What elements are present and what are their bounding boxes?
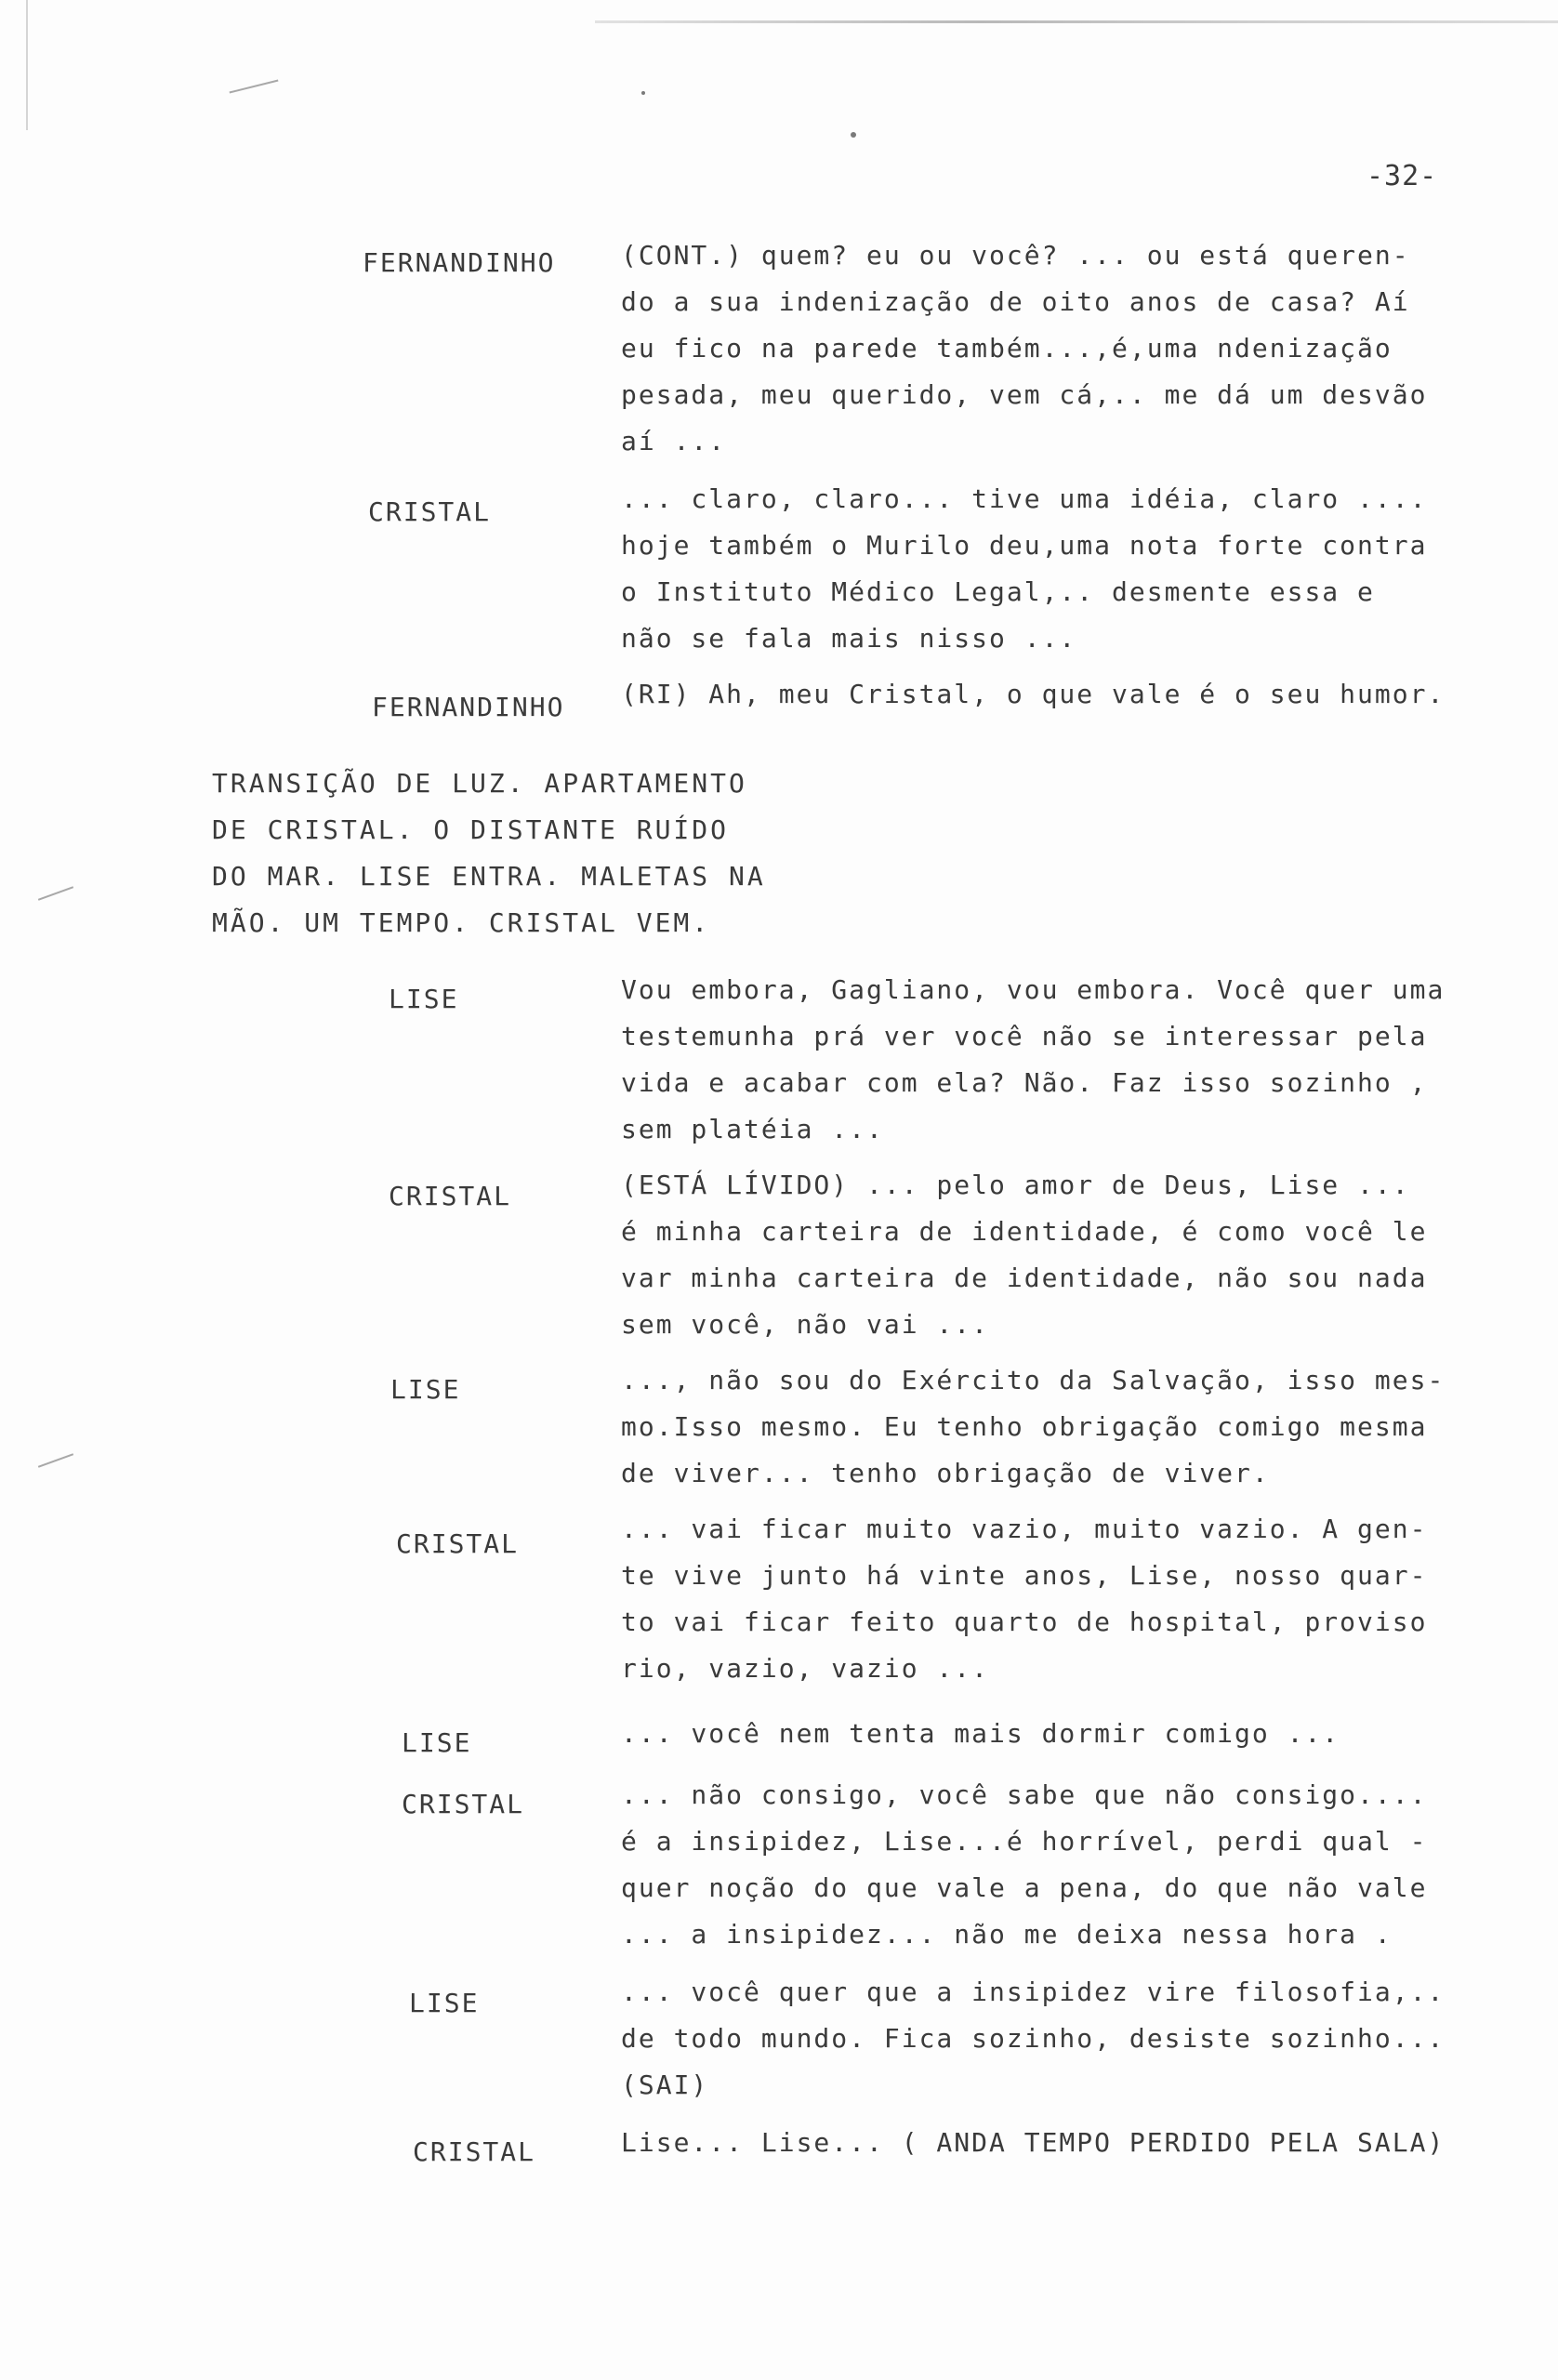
binder-mark bbox=[38, 1453, 73, 1468]
speaker-name: CRISTAL bbox=[396, 1528, 520, 1559]
stage-direction-line: DO MAR. LISE ENTRA. MALETAS NA bbox=[212, 861, 766, 892]
binder-mark bbox=[230, 79, 279, 93]
dialogue-line: aí ... bbox=[621, 426, 727, 456]
dialogue-line: ... claro, claro... tive uma idéia, claro .... bbox=[621, 483, 1428, 514]
speaker-name: LISE bbox=[389, 984, 459, 1014]
dialogue-line: de viver... tenho obrigação de viver. bbox=[621, 1458, 1270, 1488]
ink-speck bbox=[641, 91, 645, 95]
speaker-name: LISE bbox=[409, 1988, 480, 2018]
speaker-name: FERNANDINHO bbox=[372, 692, 565, 722]
speaker-name: LISE bbox=[390, 1374, 461, 1405]
dialogue-line: do a sua indenização de oito anos de casa? Aí bbox=[621, 286, 1410, 317]
dialogue-line: ... não consigo, você sabe que não consigo.... bbox=[621, 1779, 1428, 1810]
dialogue-line: quer noção do que vale a pena, do que não vale bbox=[621, 1872, 1428, 1903]
dialogue-block bbox=[621, 2120, 1513, 2166]
dialogue-block bbox=[621, 1711, 1513, 1757]
dialogue-line: (RI) Ah, meu Cristal, o que vale é o seu humor. bbox=[621, 679, 1446, 709]
dialogue-line: rio, vazio, vazio ... bbox=[621, 1653, 990, 1684]
dialogue-block bbox=[621, 1969, 1513, 2109]
dialogue-line: sem platéia ... bbox=[621, 1114, 884, 1144]
dialogue-line: Lise... Lise... ( ANDA TEMPO PERDIDO PELA SALA) bbox=[621, 2127, 1446, 2158]
dialogue-block bbox=[621, 232, 1513, 465]
dialogue-line: Vou embora, Gagliano, vou embora. Você quer uma bbox=[621, 974, 1446, 1005]
dialogue-line: não se fala mais nisso ... bbox=[621, 623, 1077, 654]
dialogue-block bbox=[621, 476, 1513, 662]
dialogue-line: (CONT.) quem? eu ou você? ... ou está queren- bbox=[621, 240, 1410, 271]
speaker-name: CRISTAL bbox=[402, 1789, 525, 1819]
dialogue-line: var minha carteira de identidade, não sou nada bbox=[621, 1263, 1428, 1293]
dialogue-line: (SAI) bbox=[621, 2069, 709, 2100]
dialogue-line: pesada, meu querido, vem cá,.. me dá um desvão bbox=[621, 379, 1428, 410]
dialogue-line: te vive junto há vinte anos, Lise, nosso quar- bbox=[621, 1560, 1428, 1591]
stage-direction-line: MÃO. UM TEMPO. CRISTAL VEM. bbox=[212, 907, 711, 938]
dialogue-block bbox=[621, 1772, 1513, 1958]
page-number: -32- bbox=[1367, 160, 1438, 192]
dialogue-block bbox=[621, 1357, 1513, 1497]
dialogue-line: hoje também o Murilo deu,uma nota forte contra bbox=[621, 530, 1428, 561]
scan-top-rule bbox=[595, 20, 1558, 23]
speaker-name: CRISTAL bbox=[413, 2136, 536, 2167]
dialogue-block bbox=[621, 1162, 1513, 1348]
dialogue-line: é a insipidez, Lise...é horrível, perdi qual - bbox=[621, 1826, 1428, 1857]
dialogue-line: de todo mundo. Fica sozinho, desiste sozinho... bbox=[621, 2023, 1446, 2054]
dialogue-line: o Instituto Médico Legal,.. desmente essa e bbox=[621, 576, 1375, 607]
dialogue-line: mo.Isso mesmo. Eu tenho obrigação comigo mesma bbox=[621, 1411, 1428, 1442]
dialogue-block bbox=[621, 1506, 1513, 1692]
dialogue-line: sem você, não vai ... bbox=[621, 1309, 990, 1340]
dialogue-line: ... vai ficar muito vazio, muito vazio. A gen- bbox=[621, 1514, 1428, 1544]
dialogue-line: ..., não sou do Exército da Salvação, isso mes- bbox=[621, 1365, 1446, 1395]
speaker-name: FERNANDINHO bbox=[363, 247, 556, 278]
dialogue-line: é minha carteira de identidade, é como você le bbox=[621, 1216, 1428, 1247]
dialogue-line: ... você quer que a insipidez vire filosofia,.. bbox=[621, 1977, 1446, 2007]
stage-direction-line: DE CRISTAL. O DISTANTE RUÍDO bbox=[212, 814, 730, 845]
dialogue-line: (ESTÁ LÍVIDO) ... pelo amor de Deus, Lise ... bbox=[621, 1170, 1410, 1200]
scan-left-edge bbox=[26, 0, 28, 130]
speaker-name: CRISTAL bbox=[389, 1181, 512, 1211]
dialogue-line: testemunha prá ver você não se interessar pela bbox=[621, 1021, 1428, 1051]
stage-direction bbox=[212, 760, 766, 946]
ink-speck bbox=[851, 132, 856, 138]
dialogue-block bbox=[621, 671, 1513, 718]
dialogue-line: eu fico na parede também...,é,uma ndenização bbox=[621, 333, 1393, 364]
dialogue-block bbox=[621, 967, 1513, 1153]
binder-mark bbox=[38, 886, 73, 901]
speaker-name: LISE bbox=[402, 1727, 472, 1758]
dialogue-line: ... a insipidez... não me deixa nessa hora . bbox=[621, 1919, 1393, 1950]
speaker-name: CRISTAL bbox=[368, 496, 492, 527]
dialogue-line: vida e acabar com ela? Não. Faz isso sozinho , bbox=[621, 1067, 1428, 1098]
stage-direction-line: TRANSIÇÃO DE LUZ. APARTAMENTO bbox=[212, 768, 747, 799]
dialogue-line: to vai ficar feito quarto de hospital, proviso bbox=[621, 1606, 1428, 1637]
dialogue-line: ... você nem tenta mais dormir comigo ... bbox=[621, 1718, 1340, 1749]
